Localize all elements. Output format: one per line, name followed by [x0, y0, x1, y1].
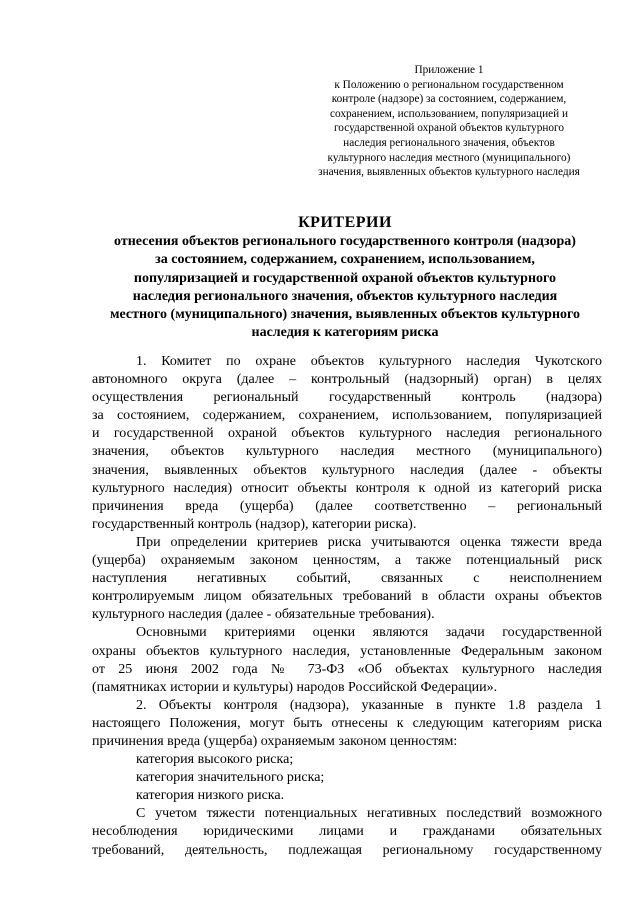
text-line: При определении критериев риска учитываются оценка тяжести вреда [136, 534, 602, 550]
document-title: КРИТЕРИИ [298, 214, 392, 231]
heading-line: популяризацией и государственной охраной объектов культурного [133, 270, 557, 286]
text-line: культурного наследия) относит объекты контроля к одной из категорий риска [92, 480, 602, 496]
text-line: культурного наследия (далее - обязательные требования). [92, 607, 435, 623]
appendix-line: значения, выявленных объектов культурного наследия [318, 166, 580, 179]
heading-line: местного (муниципального) значения, выявленных объектов культурного [109, 307, 581, 323]
appendix-line: наследия регионального значения, объектов [343, 136, 555, 149]
paragraph-2 [92, 534, 602, 624]
list-item: категория значительного риска; [136, 770, 325, 786]
paragraph-1 [92, 353, 602, 534]
text-line: значения, выявленных объектов культурного наследия (далее - объекты [92, 462, 602, 478]
text-line: автономного округа (далее – контрольный (надзорный) орган) в целях [92, 372, 602, 388]
appendix-line: сохранением, использованием, популяризацией и [329, 107, 569, 120]
text-line: настоящего Положения, могут быть отнесены к следующим категориям риска [92, 715, 602, 731]
text-line: С учетом тяжести потенциальных негативных последствий возможного [136, 806, 602, 822]
text-line: государственный контроль (надзор), категории риска). [92, 516, 417, 532]
text-line: несоблюдения юридическими лицами и гражданами обязательных [92, 824, 602, 840]
text-line: от 25 июня 2002 года № 73-ФЗ «Об объектах культурного наследия [92, 661, 602, 677]
list-item: категория высокого риска; [136, 752, 294, 768]
text-line: 2. Объекты контроля (надзора), указанные в пункте 1.8 раздела 1 [136, 697, 602, 713]
text-line: Основными критериями оценки являются задачи государственной [136, 625, 602, 641]
document-body [92, 353, 602, 860]
paragraph-4 [92, 697, 602, 751]
appendix-line: к Положению о региональном государственном [334, 78, 564, 91]
heading-line: наследия к категориям риска [251, 325, 439, 341]
appendix-line: государственной охраной объектов культурного [333, 122, 565, 135]
heading-line: отнесения объектов регионального государственного контроля (надзора) [114, 234, 576, 249]
text-line: требований, деятельность, подлежащая региональному государственному [92, 842, 602, 858]
appendix-line: культурного наследия местного (муниципального) [327, 151, 571, 164]
text-line: причинения вреда (ущерба) (далее соответственно – региональный [92, 498, 602, 514]
text-line: охраны объектов культурного наследия, установленные Федеральным законом [92, 643, 602, 659]
text-line: (ущерба) охраняемым законом ценностям, а также потенциальный риск [92, 553, 602, 569]
heading-line: за состоянием, содержанием, сохранением, использованием, [155, 252, 535, 268]
paragraph-5 [92, 805, 602, 859]
list-item: категория низкого риска. [136, 788, 285, 804]
document-heading [80, 213, 610, 343]
text-line: и государственной охраной объектов культурного наследия регионального [92, 426, 602, 442]
text-line: наступления негативных событий, связанных с неисполнением [92, 571, 602, 587]
appendix-line: контроле (надзоре) за состоянием, содержанием, [331, 93, 567, 106]
heading-line: наследия регионального значения, объектов культурного наследия [132, 288, 558, 304]
text-line: осуществления региональный государственный контроль (надзора) [92, 390, 602, 406]
risk-category-list [92, 751, 602, 805]
paragraph-3 [92, 624, 602, 696]
text-line: (памятниках истории и культуры) народов Российской Федерации». [92, 679, 498, 695]
text-line: значения, объектов культурного наследия местного (муниципального) [92, 444, 602, 460]
appendix-note [284, 63, 614, 180]
text-line: контролируемым лицом обязательных требований в области охраны объектов [92, 589, 602, 605]
text-line: причинения вреда (ущерба) охраняемым законом ценностям: [92, 733, 458, 749]
text-line: за состоянием, содержанием, сохранением, использованием, популяризацией [92, 408, 602, 424]
appendix-line: Приложение 1 [414, 64, 484, 76]
text-line: 1. Комитет по охране объектов культурного наследия Чукотского [136, 354, 602, 369]
